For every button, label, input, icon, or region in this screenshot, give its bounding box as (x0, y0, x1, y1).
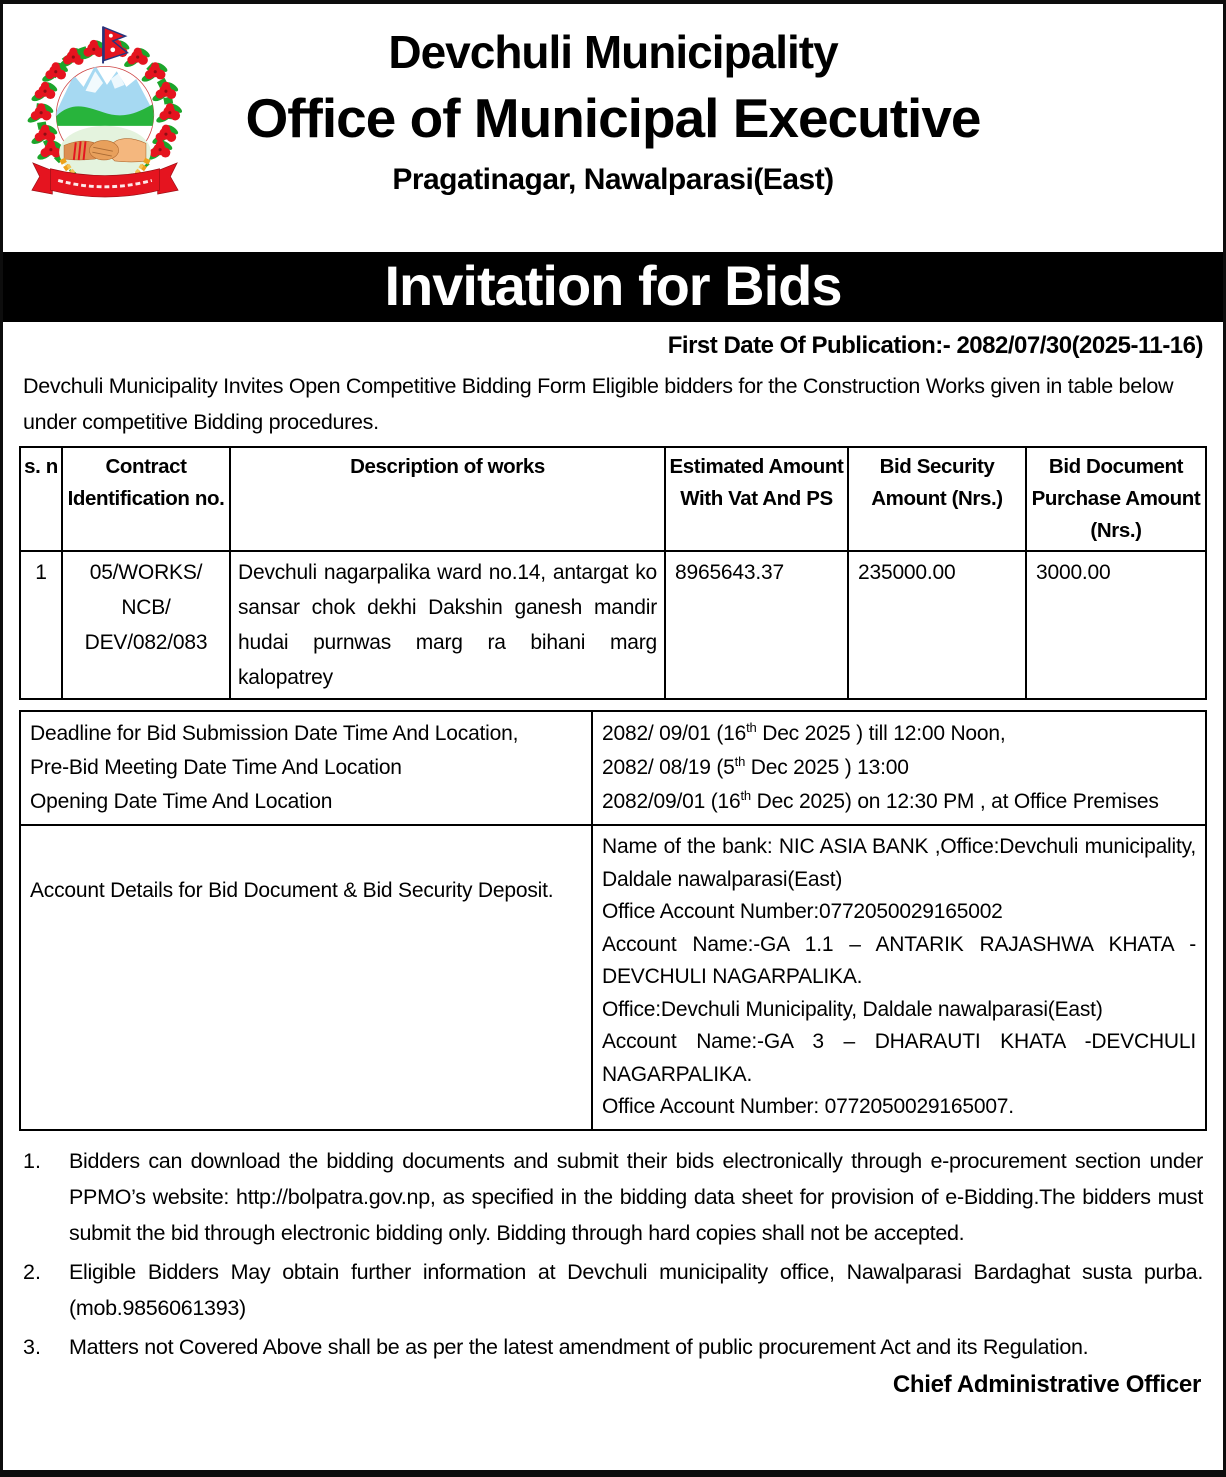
notes-list (23, 1143, 1203, 1365)
schedule-label: Deadline for Bid Submission Date Time And Location, (30, 722, 519, 745)
ordinal-suffix: th (734, 754, 746, 769)
office-account-number-2: Office Account Number: 0772050029165007. (602, 1095, 1014, 1118)
header-bid-doc-amount: Bid Document Purchase Amount (Nrs.) (1026, 447, 1206, 551)
date-text: 2082/09/01 (16 (602, 790, 741, 813)
schedule-label: Pre-Bid Meeting Date Time And Location (30, 756, 402, 779)
schedule-values-cell (592, 711, 1206, 825)
note-number: 2. (23, 1259, 41, 1284)
schedule-value (602, 751, 1196, 785)
account-row (20, 825, 1206, 1130)
ordinal-suffix: th (746, 720, 757, 735)
note-item (23, 1329, 1203, 1365)
account-name-2: Account Name:-GA 3 – DHARAUTI KHATA -DEVCHULI NAGARPALIKA. (602, 1030, 1196, 1086)
contract-id-line: 05/WORKS/ (89, 561, 203, 584)
date-text: 2082/ 08/19 (5 (602, 756, 735, 779)
cell-description: Devchuli nagarpalika ward no.14, antargat ko sansar chok dekhi Dakshin ganesh mandir hudai purnwas marg ra bihani marg kalopatrey (230, 551, 665, 699)
date-text: Dec 2025 ) 13:00 (745, 756, 909, 779)
cell-estimated-amount: 8965643.37 (665, 551, 848, 699)
schedule-labels-cell (20, 711, 592, 825)
header-sn: s. n (20, 447, 62, 551)
cell-bid-security: 235000.00 (848, 551, 1026, 699)
notice-title-banner: Invitation for Bids (3, 252, 1223, 322)
signatory-title: Chief Administrative Officer (892, 1370, 1201, 1398)
header-bid-security: Bid Security Amount (Nrs.) (848, 447, 1026, 551)
contract-id-line: DEV/082/083 (84, 631, 208, 654)
note-item (23, 1143, 1203, 1251)
header-estimated-amount: Estimated Amount With Vat And PS (665, 447, 848, 551)
note-number: 1. (23, 1148, 41, 1173)
account-details-cell (592, 825, 1206, 1130)
note-text: Matters not Covered Above shall be as per the latest amendment of public procurement Act and its Regulation. (69, 1334, 1089, 1359)
office-line: Office:Devchuli Municipality, Daldale nawalparasi(East) (602, 997, 1103, 1021)
bids-table (19, 446, 1207, 700)
date-text: 2082/ 09/01 (16 (602, 722, 747, 745)
intro-paragraph: Devchuli Municipality Invites Open Competitive Bidding Form Eligible bidders for the Construction Works given in table below under competitive Bidding procedures. (23, 374, 1174, 434)
bank-name-line: Name of the bank: NIC ASIA BANK ,Office:Devchuli municipality, Daldale nawalparasi(East) (602, 835, 1196, 891)
municipality-emblem (27, 20, 183, 220)
municipality-name: Devchuli Municipality (388, 26, 838, 78)
contract-id-line: NCB/ (121, 596, 171, 619)
header-contract-id: Contract Identification no. (62, 447, 230, 551)
schedule-value (602, 785, 1196, 819)
account-name-1: Account Name:-GA 1.1 – ANTARIK RAJASHWA KHATA -DEVCHULI NAGARPALIKA. (602, 932, 1196, 988)
schedule-row (20, 711, 1206, 825)
cell-contract-id (62, 551, 230, 699)
account-label-cell: Account Details for Bid Document & Bid Security Deposit. (20, 825, 592, 1130)
ordinal-suffix: th (740, 788, 751, 803)
bids-table-header-row (20, 447, 1206, 551)
cell-sn: 1 (20, 551, 62, 699)
note-item (23, 1254, 1203, 1326)
cell-bid-doc-amount: 3000.00 (1026, 551, 1206, 699)
schedule-label: Opening Date Time And Location (30, 790, 333, 813)
bids-table-row (20, 551, 1206, 699)
date-text: Dec 2025) on 12:30 PM , at Office Premises (750, 790, 1159, 813)
note-text: Eligible Bidders May obtain further information at Devchuli municipality office, Nawalparasi Bardaghat susta purba. (mob.9856061393) (69, 1259, 1203, 1320)
schedule-value (602, 717, 1196, 751)
note-number: 3. (23, 1334, 41, 1359)
handshake-icon (64, 139, 146, 162)
note-text: Bidders can download the bidding documents and submit their bids electronically through e-procurement section under PPMO’s website: http://bolpatra.gov.np, as specified in the bidding data sheet for provision of e-Bidding.The bidders must submit the bid through electronic bidding only. Bidding through hard copies shall not be accepted. (69, 1148, 1203, 1245)
date-text: Dec 2025 ) till 12:00 Noon, (756, 722, 1006, 745)
office-account-number-1: Office Account Number:0772050029165002 (602, 900, 1003, 923)
header-description: Description of works (230, 447, 665, 551)
office-address: Pragatinagar, Nawalparasi(East) (392, 163, 834, 196)
title-block (3, 4, 1223, 198)
schedule-account-table (19, 710, 1207, 1131)
office-name: Office of Municipal Executive (245, 87, 981, 149)
publication-date-line: First Date Of Publication:- 2082/07/30(2025-11-16) (667, 332, 1203, 359)
notice-header (3, 4, 1223, 252)
